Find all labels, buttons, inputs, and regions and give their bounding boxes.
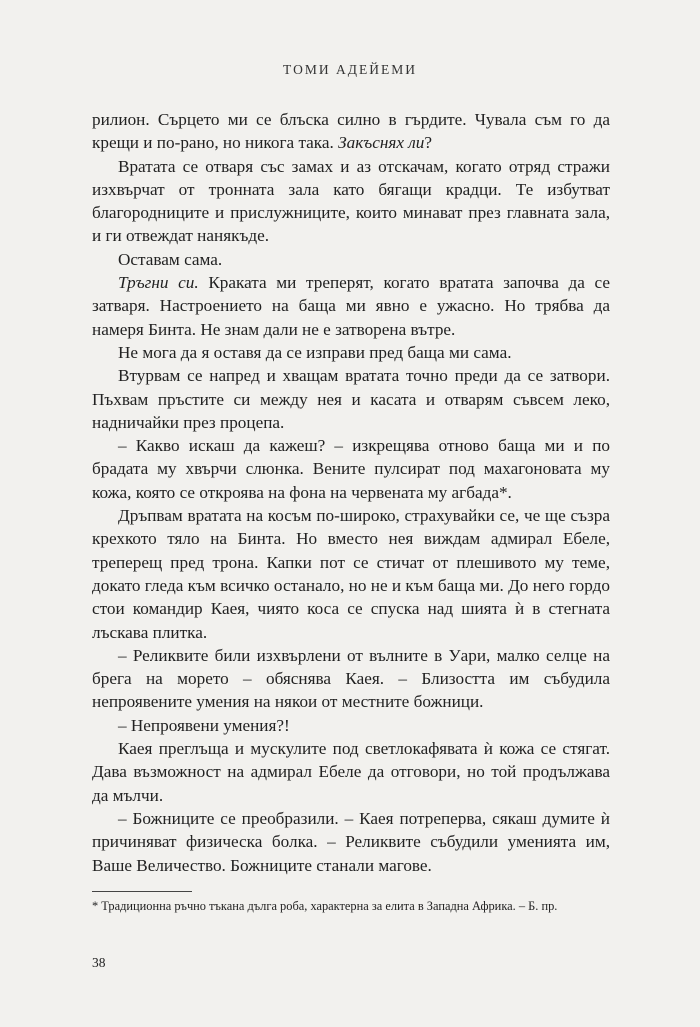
paragraph-12: – Божниците се преобразили. – Каея потреперва, сякаш думите ѝ причиняват физическа болка. – Реликвите събудили уменията им, Ваше Величество. Божниците станали магове. <box>92 808 610 875</box>
paragraph-2: Вратата се отваря със замах и аз отскачам, когато отряд стражи изхвърчат от тронната зала като бягащи крадци. Те избутват благородниците и прислужниците, които минават през главната зала, и ги отвеждат нанякъде. <box>92 156 610 246</box>
paragraph-10: – Непроявени умения?! <box>118 715 290 735</box>
footnote: * Традиционна ръчно тъкана дълга роба, характерна за елита в Западна Африка. – Б. пр. <box>92 899 558 913</box>
running-header: ТОМИ АДЕЙЕМИ <box>283 62 417 77</box>
body-text <box>92 108 610 877</box>
footnote-divider <box>92 891 192 892</box>
paragraph-5: Не мога да я оставя да се изправи пред баща ми сама. <box>118 342 512 362</box>
paragraph-7: – Какво искаш да кажеш? – изкрещява отново баща ми и по брадата му хвърчи слюнка. Вените пулсират под махагоновата му кожа, която се откроява на фона на червената му агбада*. <box>92 436 610 502</box>
paragraph-11: Каея преглъща и мускулите под светлокафявата ѝ кожа се стягат. Дава възможност на адмирал Ебеле да отговори, но той продължава да мълчи. <box>92 739 610 805</box>
page-number: 38 <box>92 955 106 970</box>
paragraph-6: Втурвам се напред и хващам вратата точно преди да се затвори. Пъхвам пръстите си между нея и касата и отварям съвсем леко, надничайки през процепа. <box>92 366 610 432</box>
paragraph-9: – Реликвите били изхвърлени от вълните в Уари, малко селце на брега на морето – обяснява Каея. – Близостта им събудила непроявените умения на някои от местните божници. <box>92 645 610 712</box>
paragraph-8: Дръпвам вратата на косъм по-широко, страхувайки се, че ще съзра крехкото тяло на Бинта. Но вместо нея виждам адмирал Ебеле, треперещ пред трона. Капки пот се стичат от плешивото му теме, докато гледа към всичко останало, но не и към баща ми. До него гордо стои командир Каея, чиято коса се спуска над шията ѝ в стегната лъскава плитка. <box>92 506 610 642</box>
paragraph-3: Оставам сама. <box>118 249 223 269</box>
paragraph-4: Тръгни си. Краката ми треперят, когато вратата започва да се затваря. Настроението на баща ми явно е ужасно. Но трябва да намеря Бинта. Не знам дали не е затворена вътре. <box>92 273 610 339</box>
paragraph-1: рилион. Сърцето ми се блъска силно в гърдите. Чувала съм го да крещи и по-рано, но никога така. Закъснях ли? <box>92 110 610 153</box>
